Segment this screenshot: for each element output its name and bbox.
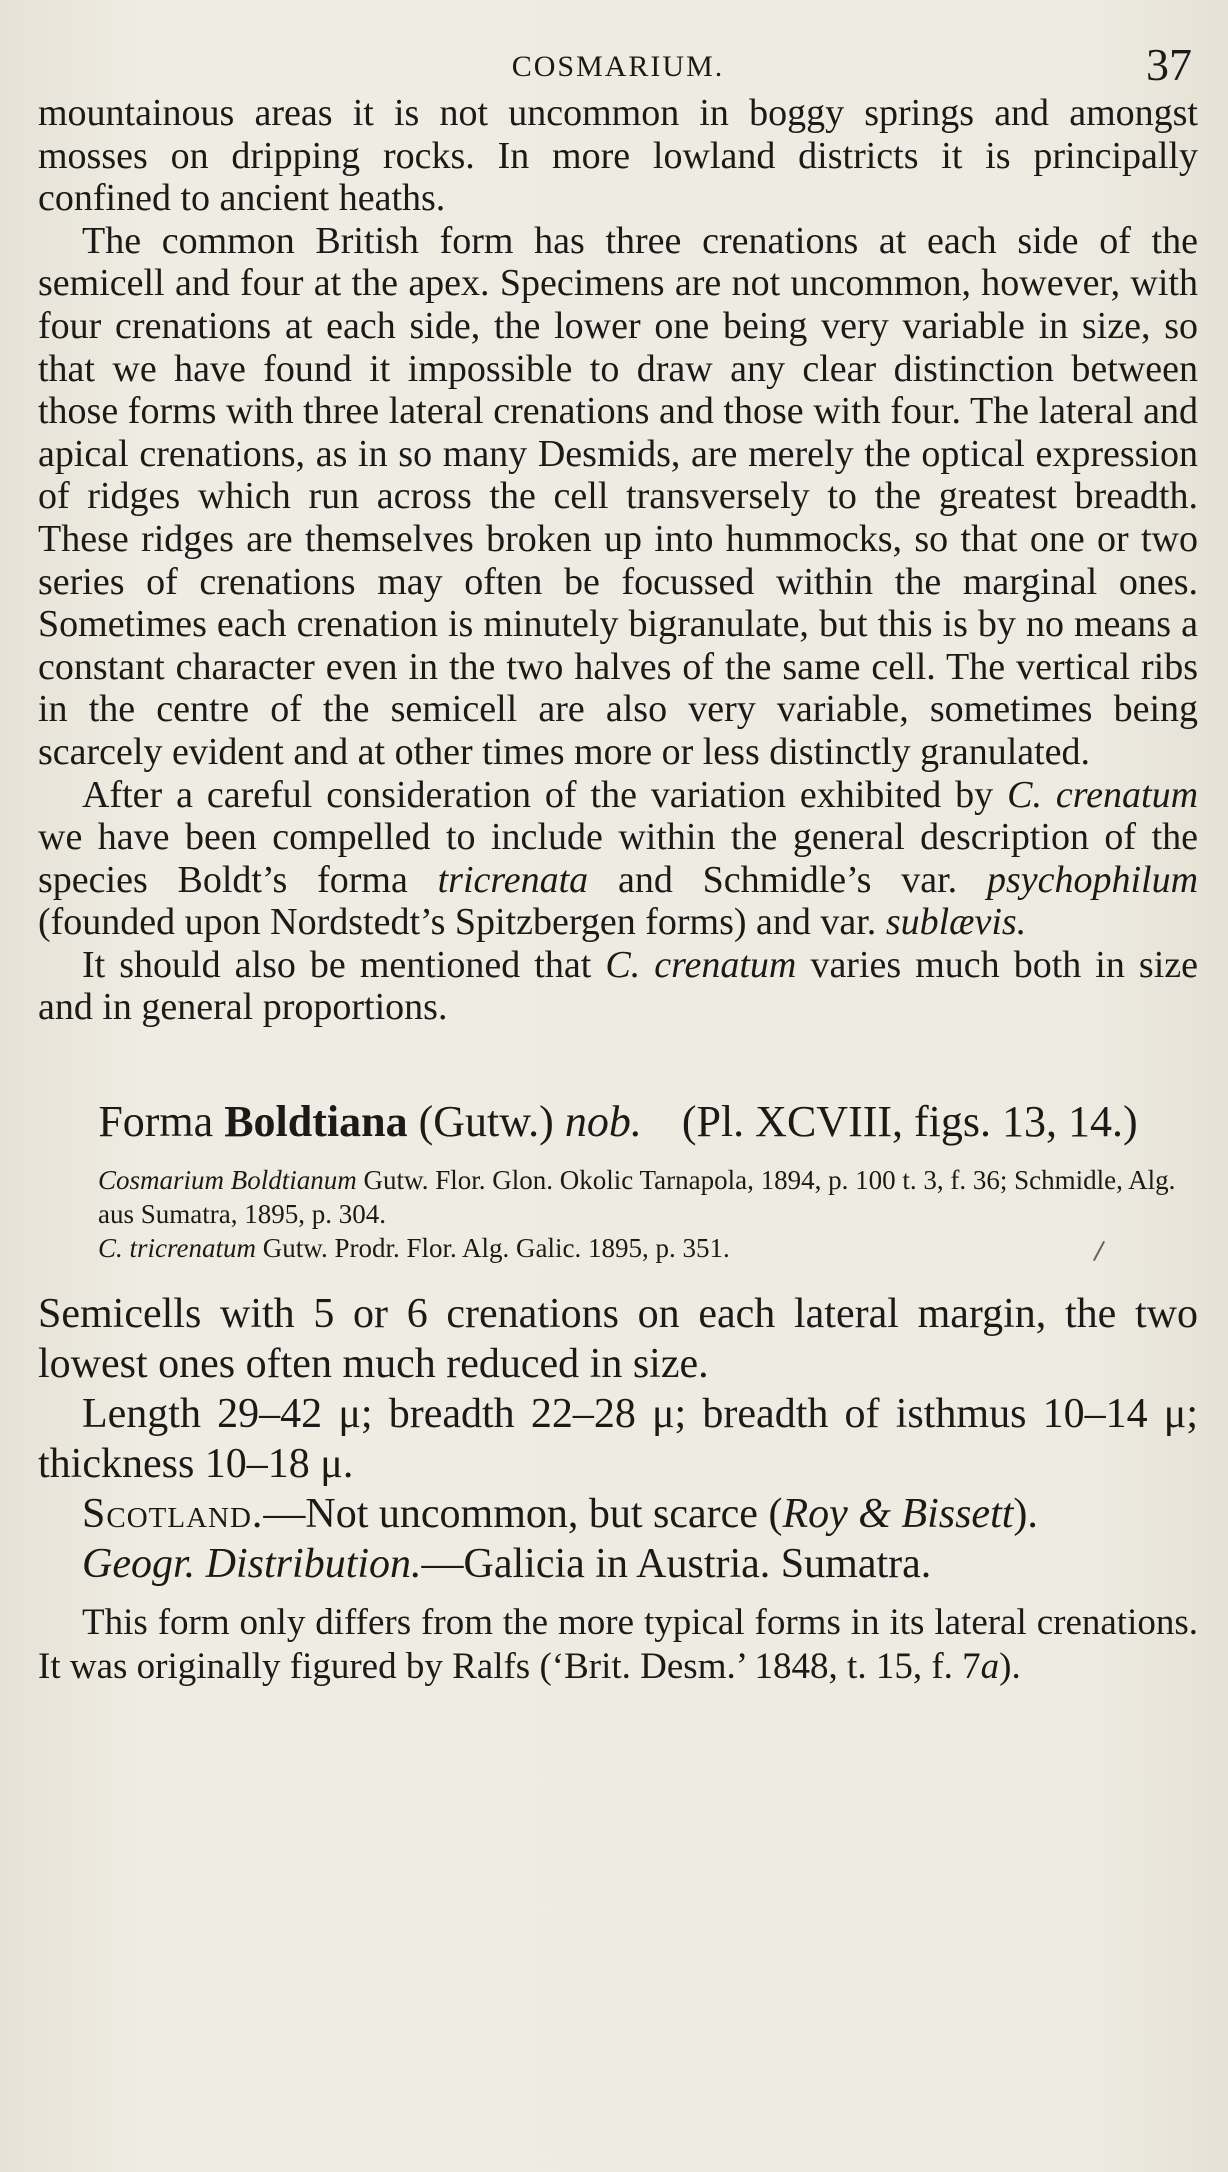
diagnosis (38, 1289, 1198, 1589)
paragraph-continuation: mountainous areas it is not uncommon in boggy springs and amongst mosses on dripping rocks. In more lowland districts it is principally confined to ancient heaths. (38, 92, 1198, 220)
main-text (38, 92, 1198, 1029)
synonym-entry: Cosmarium Boldtianum Gutw. Flor. Glon. Okolic Tarnapola, 1894, p. 100 t. 3, f. 36; Schmidle, Alg. aus Sumatra, 1895, p. 304. (98, 1165, 1176, 1230)
section-title: Forma Boldtiana (Gutw.) nob. (Pl. XCVIII, figs. 13, 14.) (98, 1097, 1138, 1147)
synonymy-list (38, 1163, 1198, 1265)
species-name: C. crenatum (605, 943, 797, 986)
plate-reference: (Pl. XCVIII, figs. 13, 14.) (681, 1097, 1138, 1147)
variety-name: sublævis. (885, 901, 1027, 944)
page-header (38, 30, 1198, 92)
scotland-record: Scotland.—Not uncommon, but scarce (Roy & Bissett). (82, 1491, 1038, 1538)
closing-paragraph: This form only differs from the more typical forms in its lateral crenations. It was originally figured by Ralfs (‘Brit. Desm.’ 1848, t. 15, f. 7a). (38, 1602, 1198, 1688)
running-title: COSMARIUM. (511, 50, 725, 83)
paragraph-british-form: The common British form has three crenations at each side of the semicell and four at the apex. Specimens are not uncommon, however, with four crenations at each side, the lower one being very variable in size, so that we have found it impossible to draw any clear distinction between those forms with three lateral crenations and those with four. The lateral and apical crenations, as in so many Desmids, are merely the optical expression of ridges which run across the cell transversely to the greatest breadth. These ridges are themselves broken up into hummocks, so that one or two series of crenations may often be focussed within the marginal ones. Sometimes each crenation is minutely bigranulate, but this is by no means a constant character even in the two halves of the same cell. The vertical ribs in the centre of the semicell are also very variable, sometimes being scarcely evident and at other times more or less distinctly granulated. (38, 219, 1198, 773)
geographic-distribution: Geogr. Distribution.—Galicia in Austria. Sumatra. (82, 1541, 932, 1588)
forma-name: tricrenata (437, 858, 589, 901)
measurements: Length 29–42 μ; breadth 22–28 μ; breadth of isthmus 10–14 μ; thickness 10–18 μ. (38, 1391, 1198, 1488)
page-number: 37 (1146, 39, 1192, 90)
paragraph-variation: After a careful consideration of the variation exhibited by C. crenatum we have been compelled to include within the general description of the species Boldt’s forma tricrenata and Schmidle’s var. psychophilum (founded upon Nordstedt’s Spitzbergen forms) and var. sublævis. (38, 773, 1199, 944)
description: Semicells with 5 or 6 crenations on each lateral margin, the two lowest ones often much reduced in size. (38, 1291, 1198, 1388)
paragraph-size-note: It should also be mentioned that C. crenatum varies much both in size and in general proportions. (38, 943, 1199, 1029)
variety-name: psychophilum (986, 858, 1199, 901)
taxon-name: Boldtiana (224, 1097, 408, 1147)
synonym-entry: C. tricrenatum Gutw. Prodr. Flor. Alg. Galic. 1895, p. 351. (98, 1233, 730, 1264)
species-name: C. crenatum (1007, 773, 1199, 816)
